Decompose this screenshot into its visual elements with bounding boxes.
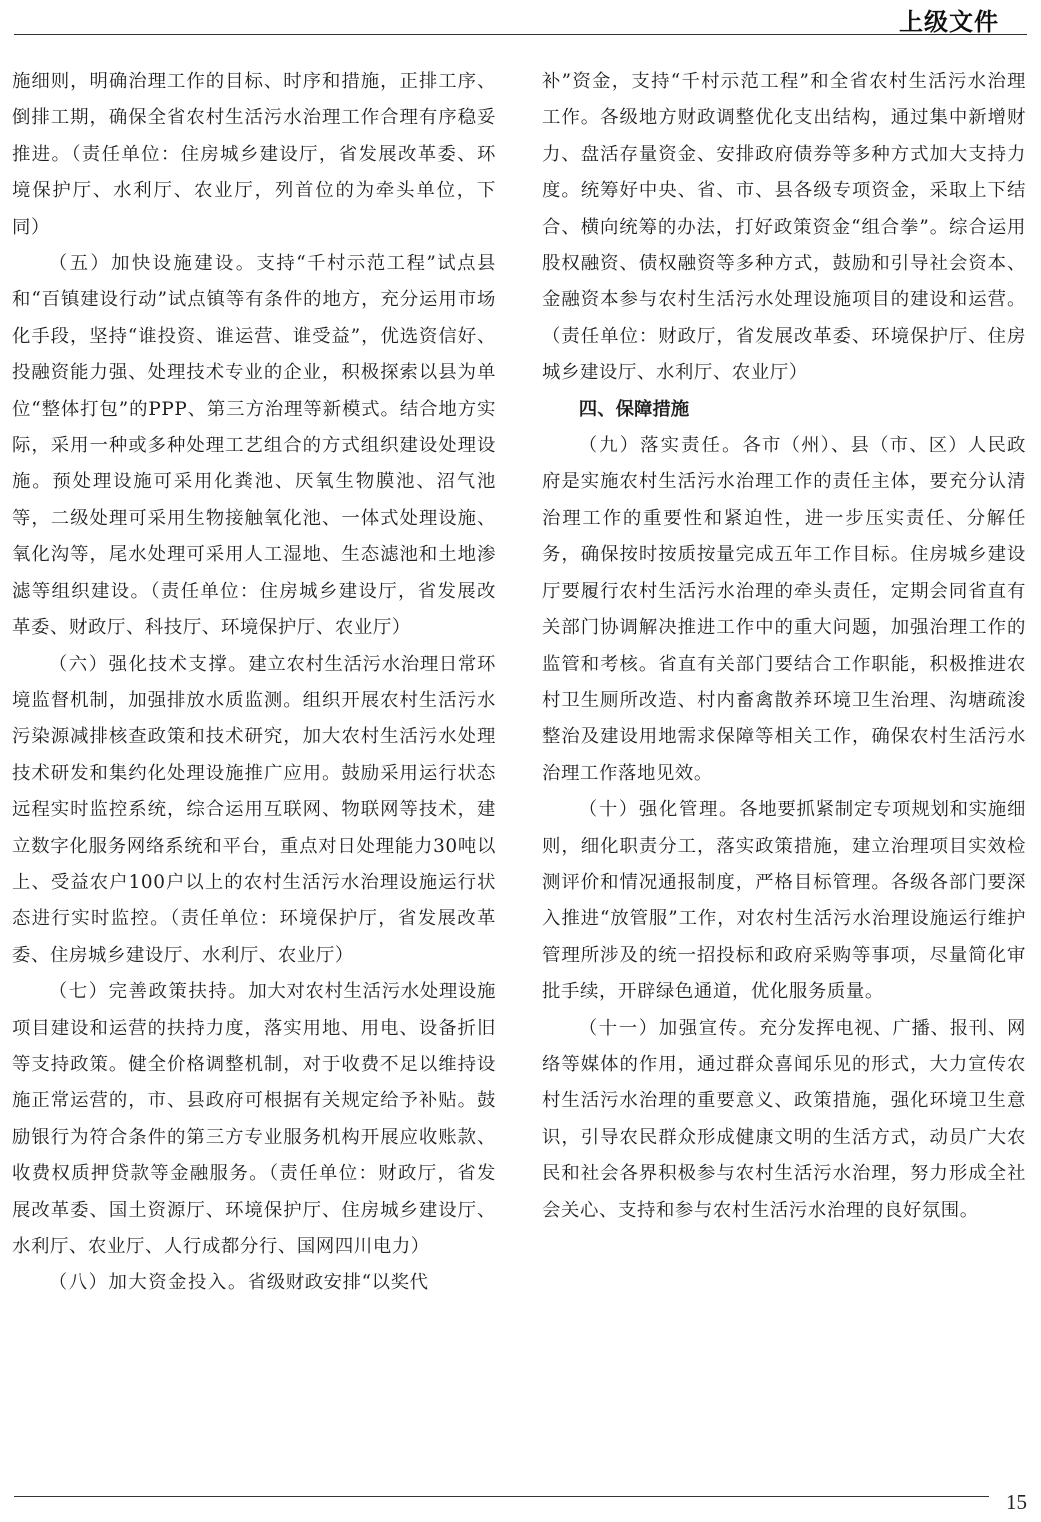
paragraph-lead: （八）加大资金投入。 [48,1272,248,1294]
paragraph-body: 支持“千村示范工程”试点县和“百镇建设行动”试点镇等有条件的地方，充分运用市场化手段，坚持“谁投资、谁运营、谁受益”，优选资信好、投融资能力强、处理技术专业的企业，积极探索以县为单位“整体打包”的PPP、第三方治理等新模式。结合地方实际，采用一种或多种处理工艺组合的方式组织建设处理设施。预处理设施可采用化粪池、厌氧生物膜池、沼气池等，二级处理可采用生物接触氧化池、一体式处理设施、氧化沟等，尾水处理可采用人工湿地、生态滤池和土地渗滤等组织建设。（责任单位：住房城乡建设厅，省发展改革委、财政厅、科技厅、环境保护厅、农业厅） [12,253,496,639]
left-column [12,64,496,1302]
paragraph-lead: （十）强化管理。 [578,799,740,821]
paragraph [542,792,1026,1010]
section-title: 上级文件 [899,8,999,36]
paragraph-body: 各地要抓紧制定专项规划和实施细则，细化职责分工，落实政策措施，建立治理项目实效检测评价和情况通报制度，严格目标管理。各级各部门要深入推进“放管服”工作，对农村生活污水治理设施运行维护管理所涉及的统一招投标和政府采购等事项，尽量简化审批手续，开辟绿色通道，优化服务质量。 [542,799,1026,1003]
paragraph [12,647,496,975]
paragraph-lead: （九）落实责任。 [578,435,743,457]
paragraph-lead: （七）完善政策扶持。 [48,981,249,1003]
paragraph-lead: （五）加快设施建设。 [48,253,257,275]
paragraph-body: 各市（州）、县（市、区）人民政府是实施农村生活污水治理工作的责任主体，要充分认清治理工作的重要性和紧迫性，进一步压实责任、分解任务，确保按时按质按量完成五年工作目标。住房城乡建设厅要履行农村生活污水治理的牵头责任，定期会同省直有关部门协调解决推进工作中的重大问题，加强治理工作的监管和考核。省直有关部门要结合工作职能，积极推进农村卫生厕所改造、村内畜禽散养环境卫生治理、沟塘疏浚整治及建设用地需求保障等相关工作，确保农村生活污水治理工作落地见效。 [542,435,1026,784]
paragraph-lead: （十一）加强宣传。 [578,1017,759,1039]
paragraph-body: 加大对农村生活污水处理设施项目建设和运营的扶持力度，落实用地、用电、设备折旧等支持政策。健全价格调整机制，对于收费不足以维持设施正常运营的，市、县政府可根据有关规定给予补贴。鼓励银行为符合条件的第三方专业服务机构开展应收账款、收费权质押贷款等金融服务。（责任单位：财政厅，省发展改革委、国土资源厅、环境保护厅、住房城乡建设厅、水利厅、农业厅、人行成都分行、国网四川电力） [12,981,496,1257]
paragraph [12,974,496,1265]
right-column [542,64,1026,1229]
paragraph-lead: （六）强化技术支撑。 [48,653,249,675]
paragraph [542,1011,1026,1229]
paragraph-body: 省级财政安排“以奖代 [247,1272,429,1294]
paragraph [542,64,1026,392]
paragraph-body: 补”资金，支持“千村示范工程”和全省农村生活污水治理工作。各级地方财政调整优化支出结构，通过集中新增财力、盘活存量资金、安排政府债券等多种方式加大支持力度。统筹好中央、省、市、县各级专项资金，采取上下结合、横向统筹的办法，打好政策资金“组合拳”。综合运用股权融资、债权融资等多种方式，鼓励和引导社会资本、金融资本参与农村生活污水处理设施项目的建设和运营。（责任单位：财政厅，省发展改革委、环境保护厅、住房城乡建设厅、水利厅、农业厅） [542,71,1026,384]
paragraph [12,1265,496,1301]
paragraph-body: 建立农村生活污水治理日常环境监督机制，加强排放水质监测。组织开展农村生活污水污染源减排核查政策和技术研究，加大农村生活污水处理技术研发和集约化处理设施推广应用。鼓励采用运行状态远程实时监控系统，综合运用互联网、物联网等技术，建立数字化服务网络系统和平台，重点对日处理能力30吨以上、受益农户100户以上的农村生活污水治理设施运行状态进行实时监控。（责任单位：环境保护厅，省发展改革委、住房城乡建设厅、水利厅、农业厅） [12,653,496,966]
paragraph-body: 施细则，明确治理工作的目标、时序和措施，正排工序、倒排工期，确保全省农村生活污水治理工作合理有序稳妥推进。（责任单位：住房城乡建设厅，省发展改革委、环境保护厅、水利厅、农业厅，列首位的为牵头单位，下同） [12,71,496,238]
page-number: 15 [1006,1490,1027,1514]
header-divider [14,34,1027,35]
footer-divider [14,1496,989,1497]
paragraph [12,64,496,246]
paragraph [12,246,496,646]
section-heading: 四、保障措施 [578,398,690,420]
paragraph-body: 充分发挥电视、广播、报刊、网络等媒体的作用，通过群众喜闻乐见的形式，大力宣传农村生活污水治理的重要意义、政策措施，强化环境卫生意识，引导农民群众形成健康文明的生活方式，动员广大农民和社会各界积极参与农村生活污水治理，努力形成全社会关心、支持和参与农村生活污水治理的良好氛围。 [542,1017,1026,1221]
paragraph [542,428,1026,792]
